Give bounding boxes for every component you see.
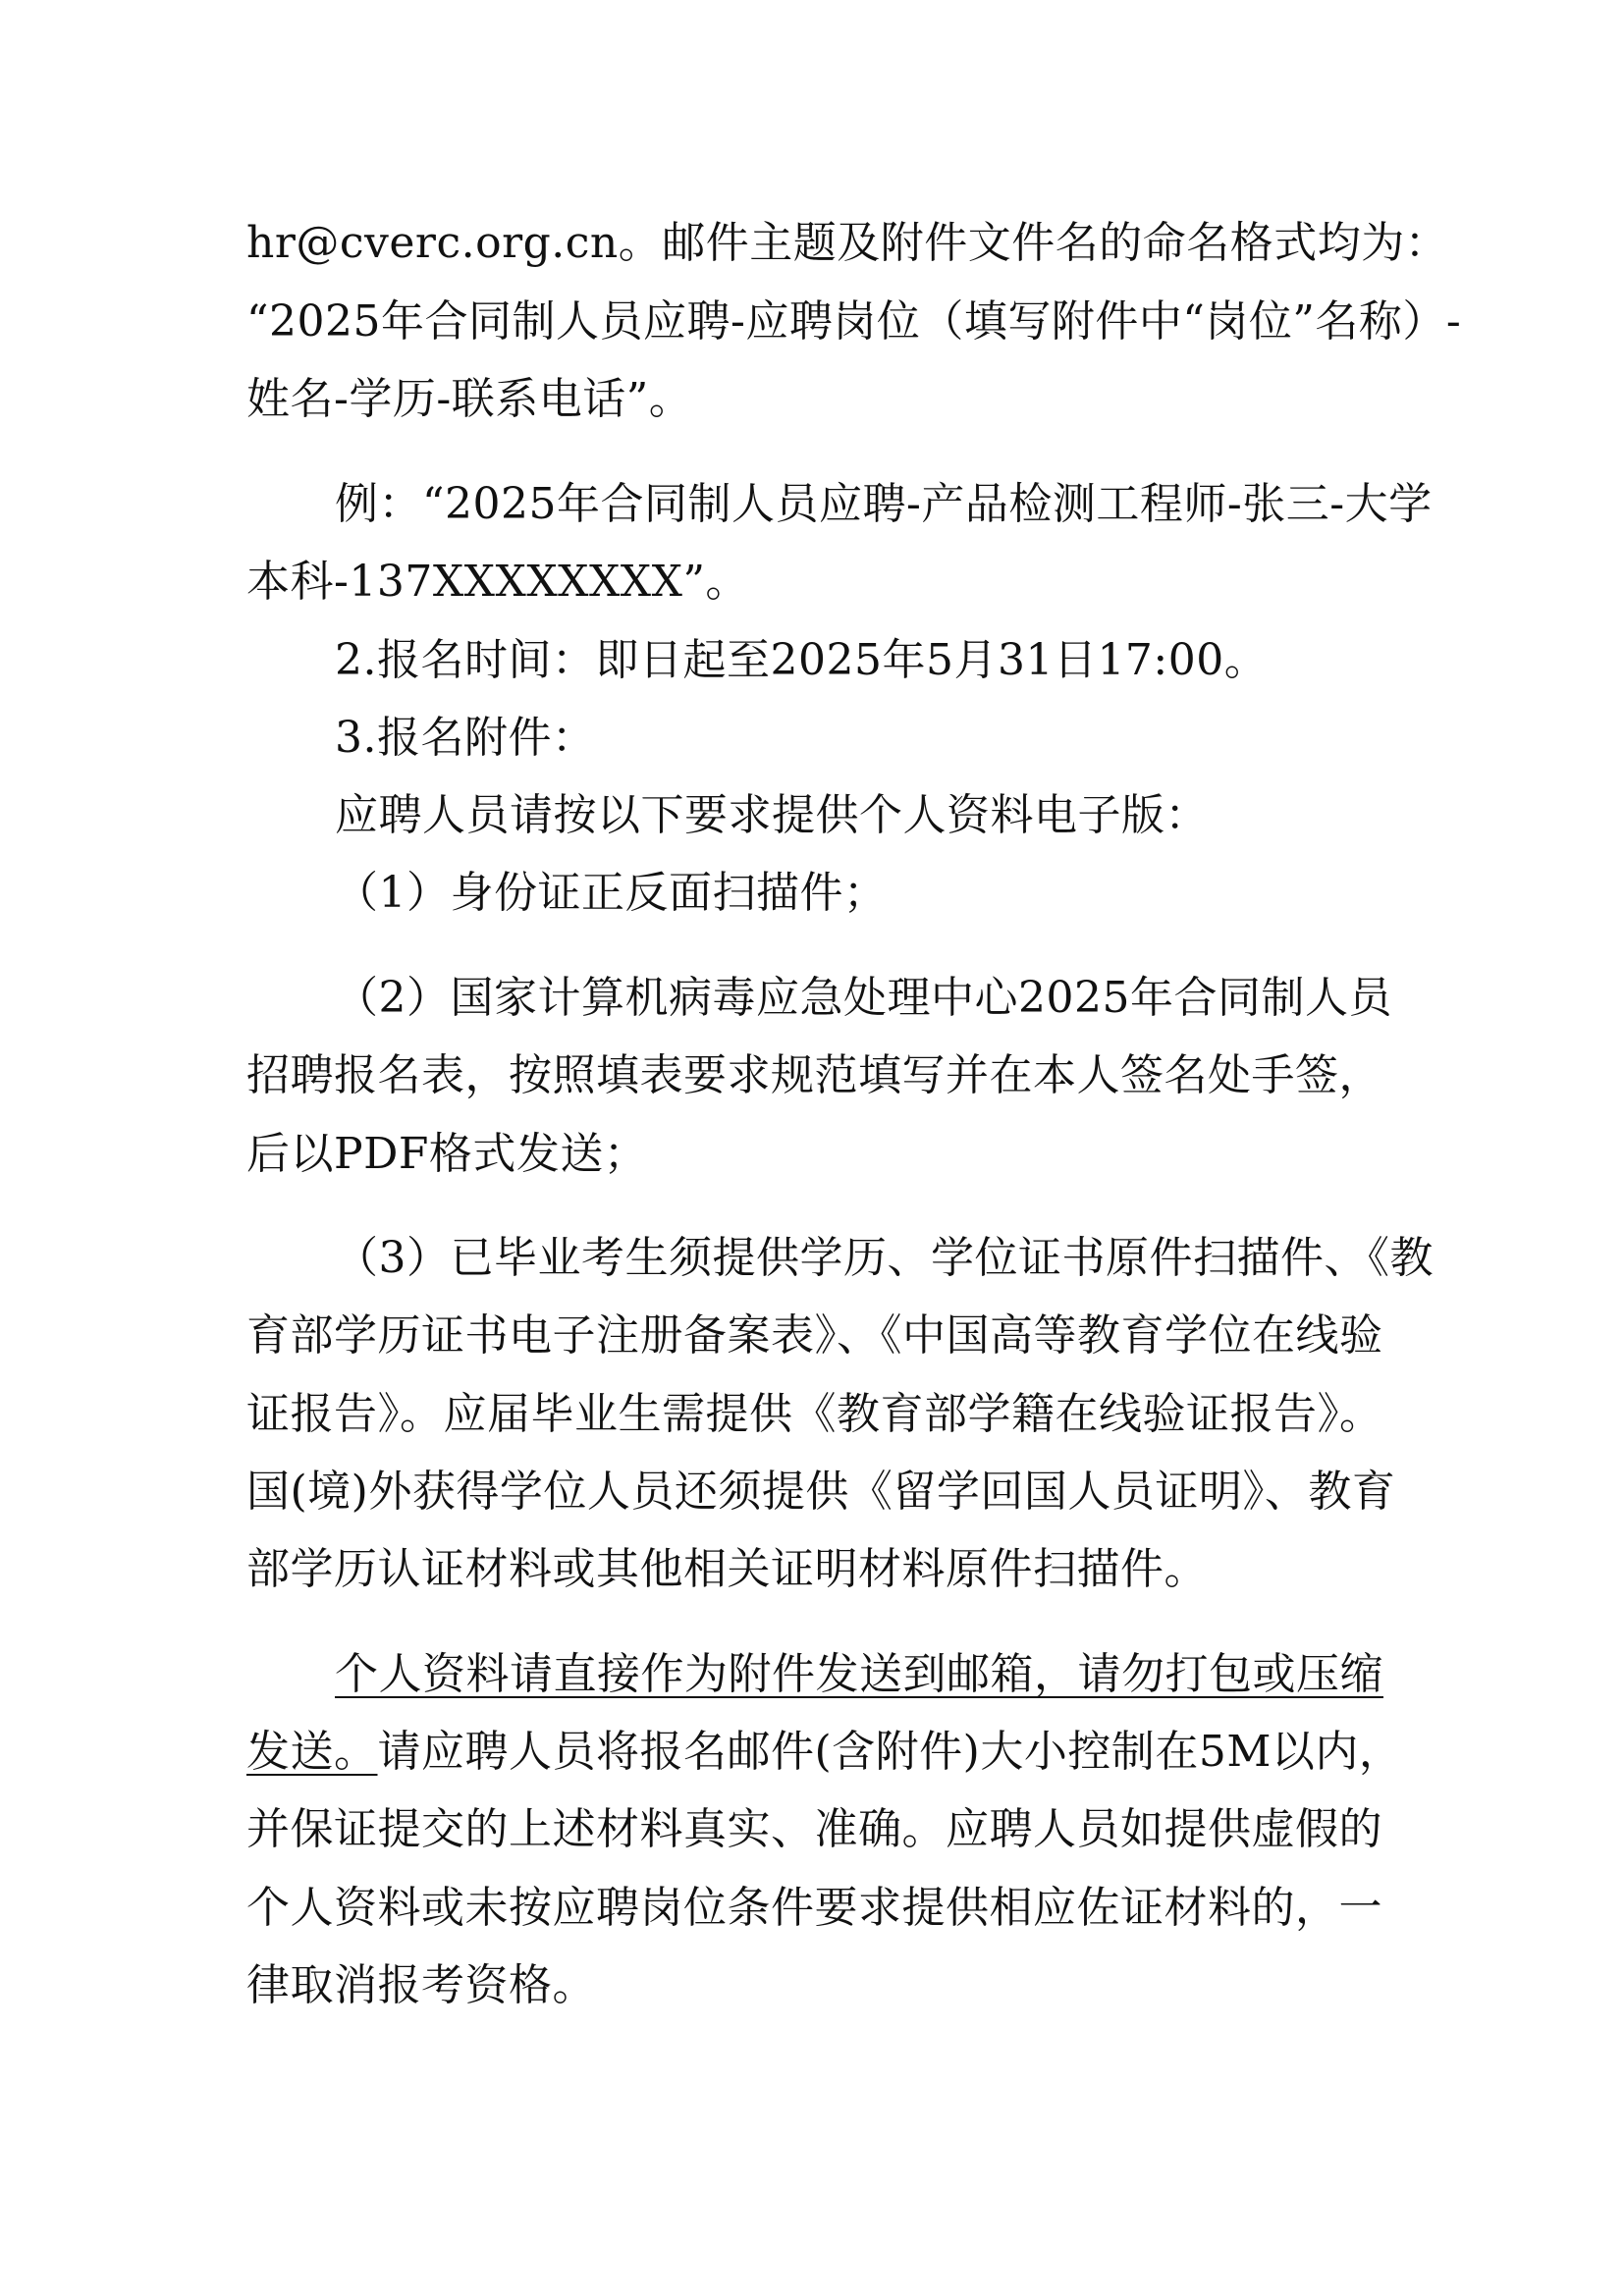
attachment-item-3-line-1: （3）已毕业考生须提供学历、学位证书原件扫描件、《教	[335, 1233, 1434, 1283]
body-line-4: 例：“2025年合同制人员应聘-产品检测工程师-张三-大学	[335, 479, 1433, 529]
registration-time: 2.报名时间：即日起至2025年5月31日17:00。	[335, 635, 1269, 685]
attachment-item-2-line-1: （2）国家计算机病毒应急处理中心2025年合同制人员	[335, 973, 1392, 1023]
body-line-2: “2025年合同制人员应聘-应聘岗位（填写附件中“岗位”名称）-	[246, 296, 1462, 347]
body-line-1: hr@cverc.org.cn。邮件主题及附件文件名的命名格式均为：	[246, 218, 1449, 268]
body-line-3: 姓名-学历-联系电话”。	[246, 374, 693, 424]
notice-underlined-segment: 发送。	[246, 1727, 378, 1777]
notice-line-5: 律取消报考资格。	[246, 1960, 596, 2010]
attachment-item-3-line-4: 国(境)外获得学位人员还须提供《留学回国人员证明》、教育	[246, 1467, 1396, 1517]
notice-normal-segment: 请应聘人员将报名邮件(含附件)大小控制在5M以内，	[377, 1727, 1403, 1777]
attachment-item-1: （1）身份证正反面扫描件；	[335, 868, 888, 918]
registration-attachments-heading: 3.报名附件：	[335, 713, 596, 763]
attachment-item-3-line-2: 育部学历证书电子注册备案表》、《中国高等教育学位在线验	[246, 1310, 1383, 1361]
notice-underlined-line: 个人资料请直接作为附件发送到邮箱，请勿打包或压缩	[335, 1649, 1383, 1699]
notice-line-4: 个人资料或未按应聘岗位条件要求提供相应佐证材料的，一	[246, 1883, 1382, 1933]
attachment-item-3-line-5: 部学历认证材料或其他相关证明材料原件扫描件。	[246, 1544, 1208, 1594]
body-line-5: 本科-137XXXXXXXX”。	[246, 557, 749, 607]
attachments-intro: 应聘人员请按以下要求提供个人资料电子版：	[335, 790, 1209, 840]
attachment-item-3-line-3: 证报告》。应届毕业生需提供《教育部学籍在线验证报告》。	[246, 1389, 1383, 1439]
notice-line-2	[246, 1723, 1402, 1782]
notice-line-3: 并保证提交的上述材料真实、准确。应聘人员如提供虚假的	[246, 1804, 1382, 1854]
attachment-item-2-line-2: 招聘报名表，按照填表要求规范填写并在本人签名处手签，	[246, 1050, 1382, 1100]
attachment-item-2-line-3: 后以PDF格式发送；	[246, 1129, 648, 1179]
